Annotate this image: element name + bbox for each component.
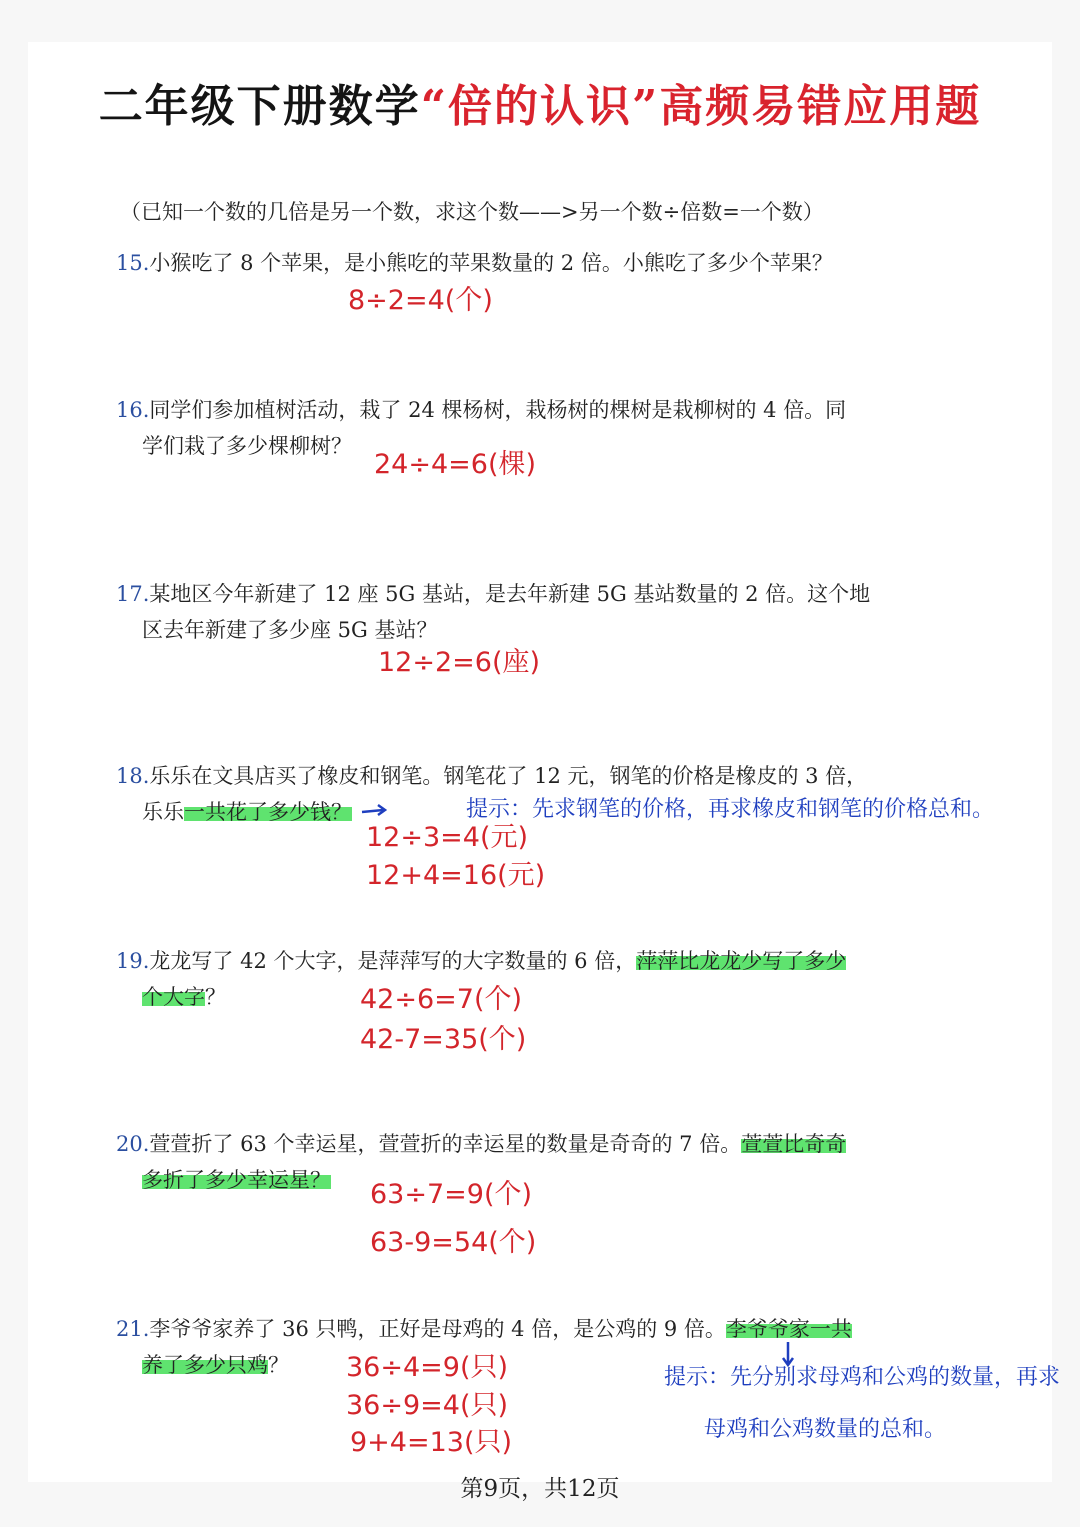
question-number: 18. xyxy=(116,764,150,788)
handwritten-answer: 42-7=35(个) xyxy=(360,1024,527,1055)
question-text: 小猴吃了 8 个苹果，是小熊吃的苹果数量的 2 倍。小熊吃了多少个苹果？ xyxy=(149,251,833,275)
page-title xyxy=(0,70,1080,134)
highlighted-text: 一共花了多少钱？ xyxy=(184,800,352,824)
question-text: 同学们参加植树活动，栽了 24 棵杨树，栽杨树的棵树是栽柳树的 4 倍。同 xyxy=(149,398,847,422)
hint-note: 提示：先分别求母鸡和公鸡的数量，再求 xyxy=(664,1365,1061,1390)
rule-text: （已知一个数的几倍是另一个数，求这个数——>另一个数÷倍数=一个数） xyxy=(120,200,824,224)
highlighted-text: 李爷爷家一共 xyxy=(725,1317,852,1341)
question-text: 李爷爷家养了 36 只鸭，正好是母鸡的 4 倍，是公鸡的 9 倍。 xyxy=(149,1317,726,1341)
highlighted-text: 个大字 xyxy=(142,985,205,1009)
page-number: 第9页，共12页 xyxy=(460,1476,620,1502)
question-number: 17. xyxy=(116,582,150,606)
question-number: 20. xyxy=(116,1132,150,1156)
title-part-2: “倍的认识” xyxy=(420,81,660,132)
handwritten-answer: 9+4=13(只) xyxy=(350,1427,513,1458)
question-number: 21. xyxy=(116,1317,150,1341)
hint-note: 母鸡和公鸡数量的总和。 xyxy=(704,1417,947,1442)
question-number: 16. xyxy=(116,398,150,422)
question-number: 19. xyxy=(116,949,150,973)
title-part-1: 二年级下册数学 xyxy=(98,81,421,132)
handwritten-answer: 12+4=16(元) xyxy=(366,860,546,891)
title-part-3: 高频易错应用题 xyxy=(659,81,982,132)
highlighted-text: 萱萱比奇奇 xyxy=(741,1132,847,1156)
handwritten-answer: 36÷4=9(只) xyxy=(346,1352,509,1383)
question-15 xyxy=(116,245,936,281)
question-19 xyxy=(116,943,936,1015)
handwritten-answer: 24÷4=6(棵) xyxy=(374,449,537,480)
handwritten-answer: 63÷7=9(个) xyxy=(370,1179,533,1210)
highlighted-text: 萍萍比龙龙少写了多少 xyxy=(636,949,847,973)
handwritten-answer: 8÷2=4(个) xyxy=(348,285,493,316)
handwritten-answer: 12÷2=6(座) xyxy=(378,647,541,678)
handwritten-answer: 42÷6=7(个) xyxy=(360,984,523,1015)
hint-note: 提示：先求钢笔的价格，再求橡皮和钢笔的价格总和。 xyxy=(466,797,995,822)
question-text: 某地区今年新建了 12 座 5G 基站，是去年新建 5G 基站数量的 2 倍。这个地 xyxy=(149,582,871,606)
question-number: 15. xyxy=(116,251,150,275)
question-text: 龙龙写了 42 个大字，是萍萍写的大字数量的 6 倍， xyxy=(149,949,637,973)
handwritten-answer: 12÷3=4(元) xyxy=(366,822,529,853)
question-text: ？ xyxy=(205,985,226,1009)
question-17 xyxy=(116,576,936,648)
question-text: ？ xyxy=(268,1353,289,1377)
question-text-line-2: 区去年新建了多少座 5G 基站？ xyxy=(142,618,438,642)
question-text: 乐乐在文具店买了橡皮和钢笔。钢笔花了 12 元，钢笔的价格是橡皮的 3 倍， xyxy=(149,764,868,788)
highlighted-text: 养了多少只鸡 xyxy=(142,1353,268,1377)
handwritten-answer: 36÷9=4(只) xyxy=(346,1390,509,1421)
question-text-line-2: 学们栽了多少棵柳树？ xyxy=(142,434,352,458)
handwritten-answer: 63-9=54(个) xyxy=(370,1227,537,1258)
highlighted-text: 多折了多少幸运星？ xyxy=(142,1168,331,1192)
question-text-line-2: 乐乐 xyxy=(142,800,184,824)
question-text: 萱萱折了 63 个幸运星，萱萱折的幸运星的数量是奇奇的 7 倍。 xyxy=(149,1132,742,1156)
